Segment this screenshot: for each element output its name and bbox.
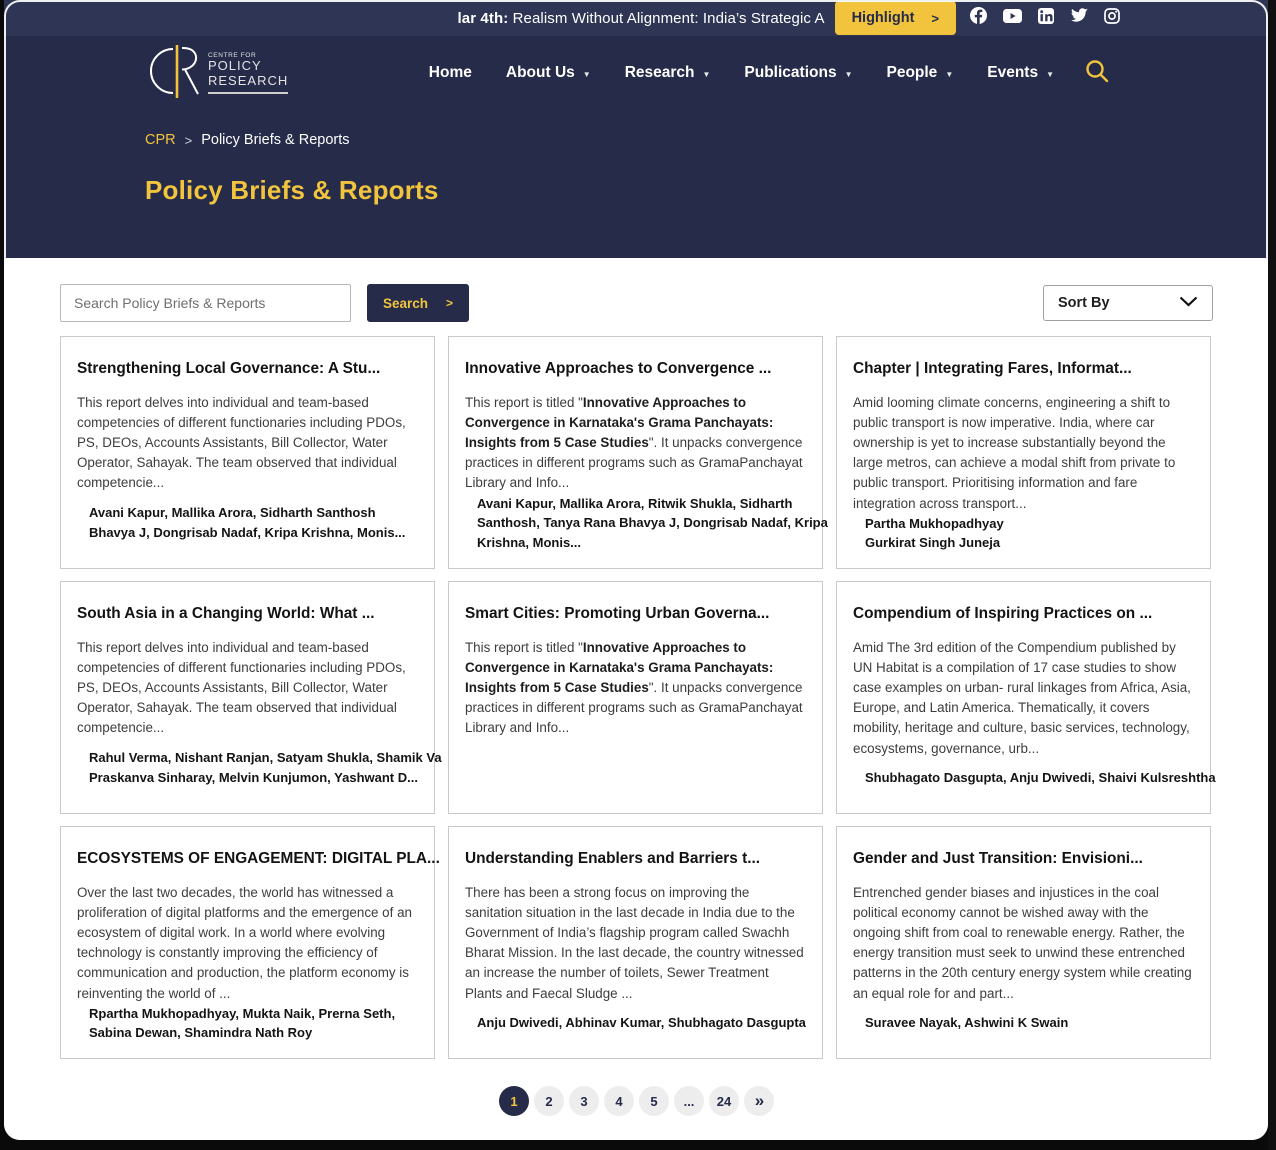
toolbar [60,284,1213,322]
report-excerpt: This report is titled "Innovative Approaches to Convergence in Karnataka's Grama Panchayats: Insights from 5 Case Studies". It unpacks convergence practices in different programs such as GramaPanchayat Library and Info... [465,640,803,736]
announcement-marquee [4,10,825,27]
author-line: Anju Dwivedi, Abhinav Kumar, Shubhagato Dasgupta [477,1014,806,1030]
facebook-icon [970,7,987,29]
search-icon [1084,58,1110,89]
cards-grid [60,336,1216,1059]
chevron-down-icon: ▼ [582,69,591,79]
arrow-right-icon: > [446,296,454,310]
nav-item-home[interactable] [429,64,472,82]
author-line: Shubhagato Dasgupta, Anju Dwivedi, Shaivi Kulsreshtha [865,769,1216,785]
sort-by-label: Sort By [1058,295,1110,311]
pagination-page-3[interactable]: 3 [569,1086,599,1116]
announcement-marquee-text: Realism Without Alignment: India’s Strategic A [508,9,825,27]
report-authors [77,503,418,542]
instagram-icon [1104,8,1120,29]
report-title-link[interactable]: Compendium of Inspiring Practices on ... [853,605,1153,622]
report-excerpt: Amid looming climate concerns, engineering a shift to public transport is now imperative. India, where car ownership is yet to increase substantially beyond the large metros, can achieve a modal shift from private to public transport. Prioritising information and fare integration across transport... [853,395,1176,511]
nav-item-label: Publications [744,64,837,81]
nav-item-research[interactable] [625,64,711,82]
logo-line-3: RESEARCH [208,72,289,88]
pagination-page-4[interactable]: 4 [604,1086,634,1116]
social-link-linkedin[interactable] [1038,8,1054,29]
content-area [4,258,1268,1116]
nav-links [429,64,1054,82]
hero-banner [4,110,1268,258]
report-title-link[interactable]: Gender and Just Transition: Envisioni... [853,850,1143,867]
cpr-logo[interactable] [151,44,288,103]
report-card[interactable] [836,336,1211,569]
report-authors [853,768,1216,788]
report-excerpt: Amid The 3rd edition of the Compendium published by UN Habitat is a compilation of 17 case studies to show case examples on urban- rural linkages from Africa, Asia, Europe, and Latin America. Thematically, it covers mobility, heritage and culture, basic services, technology, ecosystems, governance, urb... [853,640,1191,756]
nav-item-label: People [886,64,938,81]
report-excerpt: This report delves into individual and team-based competencies of different functionaries including PDOs, PS, DEOs, Accounts Assistants, Bill Collector, Water Operator, Sahayak. The team observed that individual competencie... [77,640,406,736]
breadcrumb-separator: > [184,132,193,148]
chevron-down-icon: ▼ [844,69,853,79]
highlight-button[interactable] [835,1,956,35]
report-title-link[interactable]: Understanding Enablers and Barriers t... [465,850,761,867]
report-authors [77,1004,418,1043]
youtube-icon [1003,9,1022,28]
twitter-icon [1070,8,1088,28]
report-excerpt: There has been a strong focus on improving the sanitation situation in the last decade in India due to the Government of India’s flagship program called Swachh Bharat Mission. In the last decade, the country witnessed an increase the number of toilets, Sewer Treatment Plants and Faecal Sludge ... [465,885,804,1001]
navbar-search-button[interactable] [1084,58,1110,89]
arrow-right-icon: > [931,10,939,26]
nav-item-events[interactable] [987,64,1054,82]
author-line: Partha Mukhopadhyay [865,515,1004,531]
author-line: Bhavya J, Dongrisab Nadaf, Kripa Krishna, Monis... [89,524,406,540]
logo-line-2: POLICY [208,58,262,74]
report-card[interactable] [448,581,823,814]
report-card[interactable] [448,826,823,1059]
logo-line-1: CENTRE FOR [208,52,257,60]
report-authors [853,1013,1194,1033]
pagination-page-1[interactable]: 1 [499,1086,529,1116]
scrollbar-track[interactable] [1268,0,1276,1150]
chevron-down-icon: ▼ [1046,69,1054,79]
report-authors [77,748,442,787]
pagination-next-button[interactable]: » [744,1086,774,1116]
author-line: Praskanva Sinharay, Melvin Kunjumon, Yashwant D... [89,769,418,785]
report-title-link[interactable]: Smart Cities: Promoting Urban Governa... [465,605,770,622]
chevron-down-icon: ▼ [945,69,954,79]
search-button-label: Search [382,295,428,311]
report-authors [465,494,828,553]
report-title-link[interactable]: Chapter | Integrating Fares, Informat... [853,360,1132,377]
pagination [60,1086,1213,1116]
breadcrumb-root-link[interactable]: CPR [145,132,176,148]
report-authors [465,1013,806,1033]
social-link-facebook[interactable] [970,7,987,29]
report-title-link[interactable]: South Asia in a Changing World: What ... [77,605,375,622]
announcement-marquee-date: lar 4th: [457,9,509,27]
report-card[interactable] [836,581,1216,814]
report-excerpt: Over the last two decades, the world has witnessed a proliferation of digital platforms and the emergence of an ecosystem of digital work. In a world where evolving technology is constantly improving the efficiency of communication and production, the platform economy is reinventing the world of ... [77,885,412,1001]
nav-item-about-us[interactable] [506,64,591,82]
pagination-ellipsis[interactable]: ... [674,1086,704,1116]
nav-item-people[interactable] [886,64,953,82]
page-title: Policy Briefs & Reports [145,175,439,205]
report-card[interactable] [60,826,440,1059]
chevron-down-icon: ▼ [702,69,711,79]
report-excerpt: This report is titled "Innovative Approaches to Convergence in Karnataka's Grama Panchayats: Insights from 5 Case Studies". It unpacks convergence practices in different programs such as GramaPanchayat Library and Info... [465,395,803,491]
highlight-button-label: Highlight [851,10,915,26]
report-card[interactable] [60,336,435,569]
pagination-page-5[interactable]: 5 [639,1086,669,1116]
social-link-instagram[interactable] [1104,8,1120,29]
nav-item-label: Events [987,64,1039,81]
cpr-logo-text [208,52,288,93]
report-excerpt: Entrenched gender biases and injustices in the coal political economy cannot be wished away with the ongoing shift from coal to renewable energy. Rather, the energy transition must seek to unwind these entrenched patterns in the 20th century energy system while creating an equal role for and part... [853,885,1192,1001]
report-card[interactable] [448,336,828,569]
sort-by-dropdown[interactable] [1043,285,1213,321]
author-line: Krishna, Monis... [477,534,582,550]
cpr-logo-mark-icon [151,44,199,103]
author-line: Rpartha Mukhopadhyay, Mukta Naik, Prerna Seth, [89,1005,396,1021]
report-authors [853,514,1194,553]
nav-item-label: Research [624,64,695,81]
social-link-twitter[interactable] [1070,8,1088,28]
author-line: Avani Kapur, Mallika Arora, Sidharth Santhosh [89,505,376,520]
nav-item-publications[interactable] [744,64,852,82]
author-line: Santhosh, Tanya Rana Bhavya J, Dongrisab Nadaf, Kripa [477,515,828,531]
pagination-page-24[interactable]: 24 [709,1086,739,1116]
report-card[interactable] [836,826,1211,1059]
chevron-down-icon [1179,295,1198,311]
search-input[interactable] [60,284,351,322]
author-line: Suravee Nayak, Ashwini K Swain [865,1014,1069,1030]
nav-item-label: Home [428,64,472,81]
main-navbar [4,36,1268,110]
report-title-link[interactable]: ECOSYSTEMS OF ENGAGEMENT: DIGITAL PLA... [77,850,440,867]
social-links [970,7,1120,29]
author-line: Avani Kapur, Mallika Arora, Ritwik Shukla, Sidharth [477,495,793,511]
report-title-link[interactable]: Innovative Approaches to Convergence ... [465,360,772,377]
author-line: Sabina Dewan, Shamindra Nath Roy [89,1025,313,1041]
linkedin-icon [1038,8,1054,29]
author-line: Rahul Verma, Nishant Ranjan, Satyam Shukla, Shamik Va [89,750,442,765]
report-title-link[interactable]: Strengthening Local Governance: A Stu... [77,360,381,377]
author-line: Gurkirat Singh Juneja [865,535,1001,551]
announcement-bar [4,0,1268,36]
pagination-page-2[interactable]: 2 [534,1086,564,1116]
nav-item-label: About Us [505,64,575,81]
report-card[interactable] [60,581,442,814]
social-link-youtube[interactable] [1003,9,1022,28]
browser-page [4,0,1268,1140]
search-button[interactable] [367,284,469,322]
report-excerpt: This report delves into individual and team-based competencies of different functionaries including PDOs, PS, DEOs, Accounts Assistants, Bill Collector, Water Operator, Sahayak. The team observed that individual competencie... [77,395,406,491]
breadcrumb-current: Policy Briefs & Reports [201,132,350,148]
breadcrumb [145,132,1268,148]
